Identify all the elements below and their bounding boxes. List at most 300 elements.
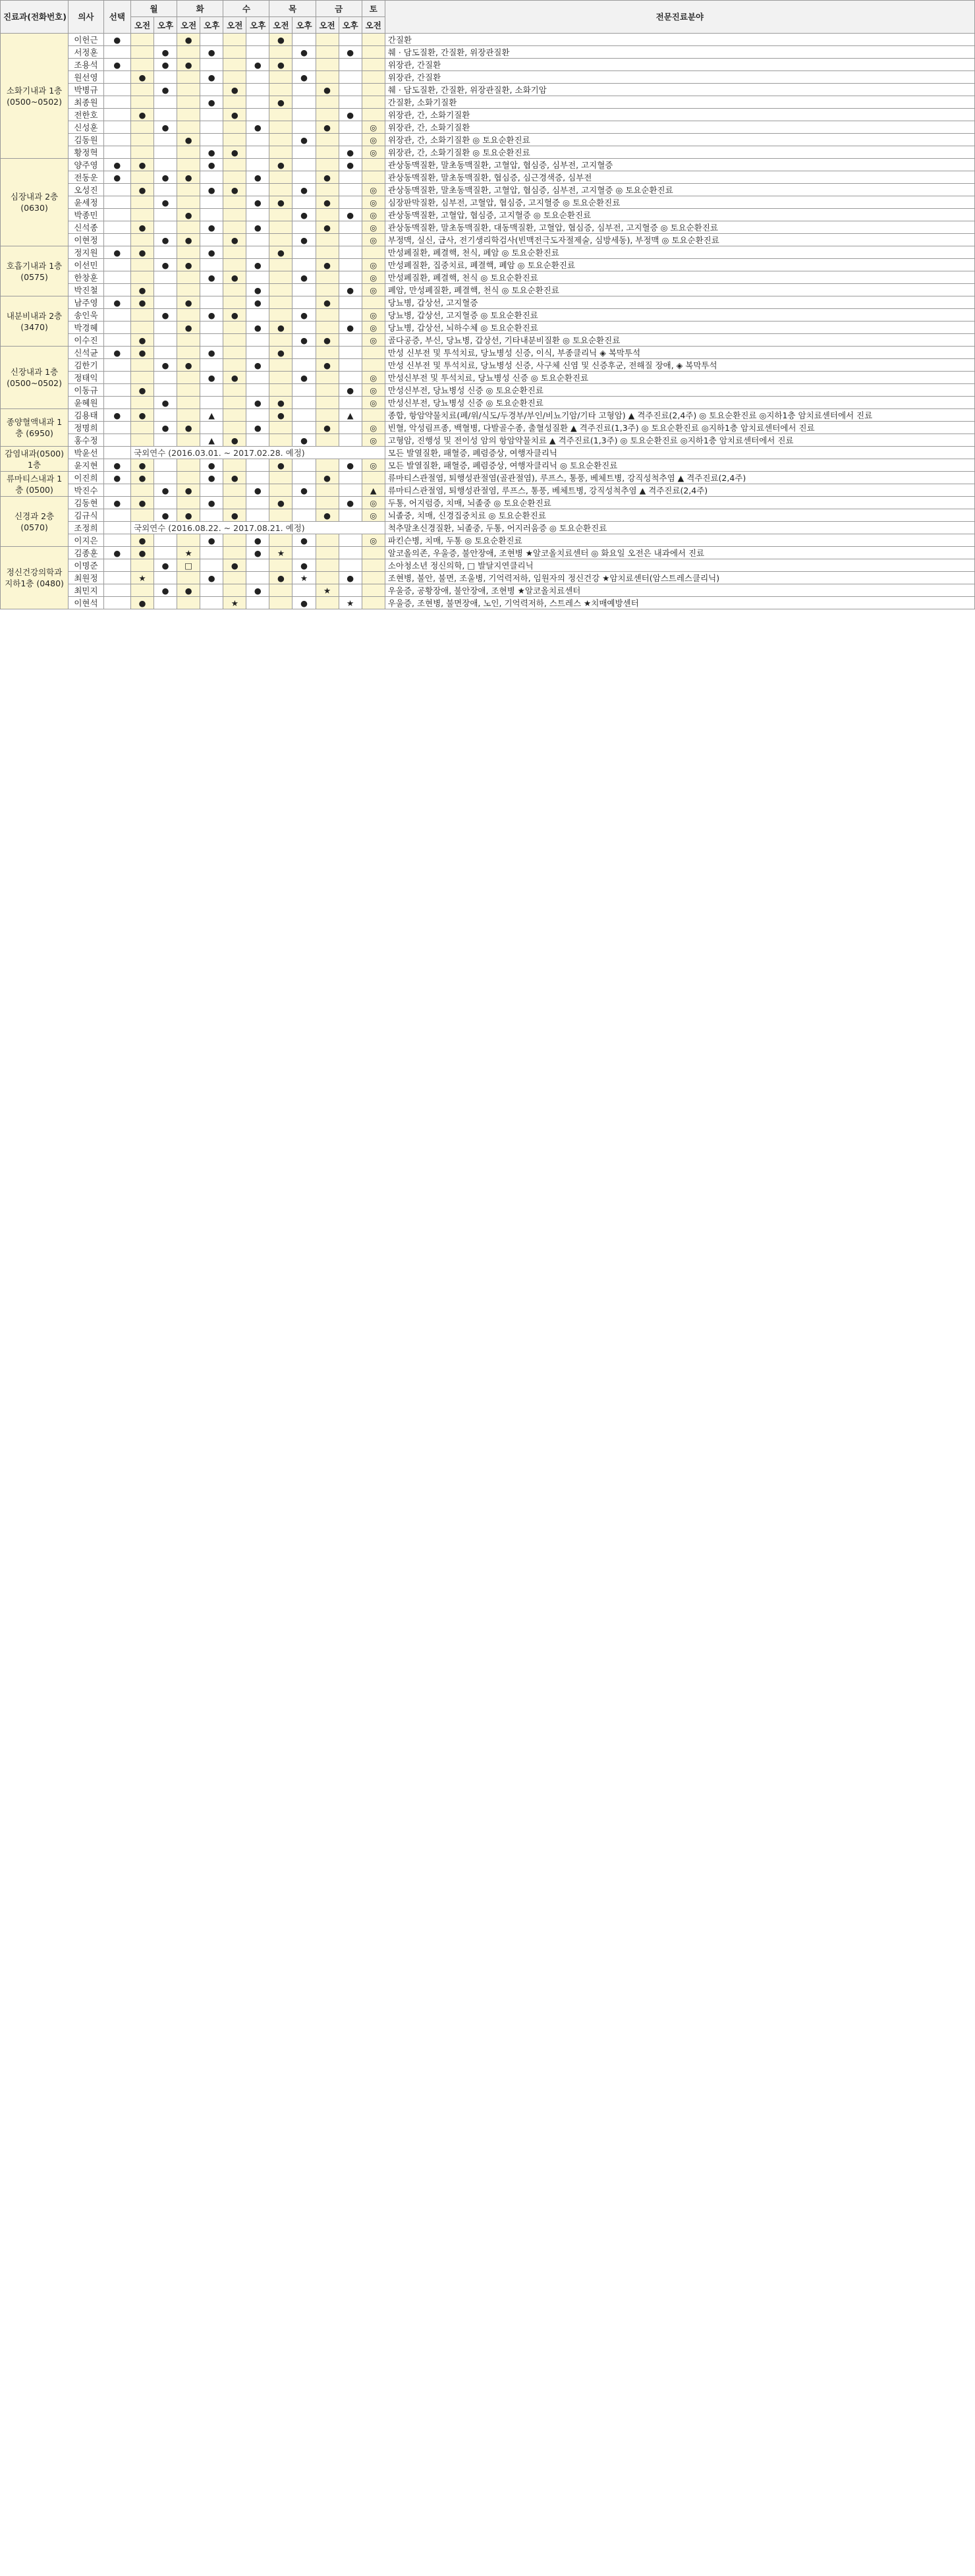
specialty-text: 골다공증, 부신, 당뇨병, 갑상선, 기타내분비질환 ◎ 토요순환진료 [385, 334, 974, 347]
schedule-slot-am-thu [269, 184, 292, 196]
schedule-slot-am-mon [131, 309, 154, 322]
specialty-text: 만성신부전, 당뇨병성 신증 ◎ 토요순환진료 [385, 384, 974, 397]
table-row [1, 572, 975, 584]
schedule-slot-am-mon: ● [131, 409, 154, 422]
schedule-slot-pm-tue [200, 422, 223, 434]
schedule-slot-pm-tue: ▲ [200, 434, 223, 447]
doctor-name: 이선민 [69, 259, 104, 271]
schedule-slot-am-tue: ● [177, 484, 200, 497]
schedule-slot-am-sat [362, 296, 385, 309]
header-day-thu: 목 [269, 1, 316, 17]
select-mark [103, 597, 130, 609]
schedule-slot-am-sat [362, 71, 385, 84]
schedule-slot-pm-fri [339, 484, 362, 497]
schedule-slot-am-tue [177, 84, 200, 96]
schedule-slot-pm-mon [154, 534, 177, 547]
doctor-name: 서정훈 [69, 46, 104, 59]
table-row [1, 559, 975, 572]
schedule-slot-am-tue: ● [177, 59, 200, 71]
schedule-slot-am-thu [269, 309, 292, 322]
specialty-text: 관상동맥질환, 말초동맥질환, 고혈압, 협심증, 심부전, 고지혈증 [385, 159, 974, 171]
table-row [1, 472, 975, 484]
header-pm: 오후 [200, 17, 223, 34]
schedule-slot-am-thu: ★ [269, 547, 292, 559]
select-mark: ● [103, 547, 130, 559]
schedule-slot-am-sat: ◎ [362, 534, 385, 547]
select-mark [103, 534, 130, 547]
schedule-slot-pm-thu [292, 409, 316, 422]
schedule-slot-am-wed: ● [223, 434, 246, 447]
dept-cell: 신장내과 1층 (0500~0502) [1, 347, 69, 409]
schedule-slot-am-wed [223, 422, 246, 434]
schedule-slot-pm-thu: ● [292, 209, 316, 221]
specialty-text: 종합, 항암약물치료(폐/위/식도/두경부/부인/비뇨기암/기타 고형암) ▲ 격주진료(2,4주) ◎ 토요순환진료 ◎지하1층 암치료센터에서 진료 [385, 409, 974, 422]
table-row [1, 459, 975, 472]
schedule-slot-am-fri [316, 497, 339, 509]
schedule-slot-pm-fri [339, 246, 362, 259]
schedule-slot-pm-wed: ● [246, 59, 269, 71]
schedule-slot-am-mon [131, 96, 154, 109]
schedule-slot-pm-tue [200, 597, 223, 609]
doctor-name: 이수진 [69, 334, 104, 347]
schedule-slot-am-thu: ● [269, 59, 292, 71]
schedule-slot-am-wed: ★ [223, 597, 246, 609]
schedule-slot-pm-mon [154, 159, 177, 171]
schedule-slot-am-thu [269, 472, 292, 484]
specialty-text: 척추말초신경질환, 뇌졸중, 두통, 어지러움증 ◎ 토요순환진료 [385, 522, 974, 534]
schedule-slot-pm-mon: ● [154, 397, 177, 409]
doctor-name: 김용태 [69, 409, 104, 422]
schedule-slot-am-tue [177, 159, 200, 171]
schedule-slot-pm-wed [246, 46, 269, 59]
schedule-slot-pm-mon [154, 146, 177, 159]
schedule-slot-am-mon [131, 509, 154, 522]
schedule-slot-pm-mon [154, 572, 177, 584]
schedule-slot-am-mon [131, 209, 154, 221]
select-mark: ● [103, 347, 130, 359]
schedule-slot-am-wed: ● [223, 184, 246, 196]
schedule-slot-am-mon: ● [131, 184, 154, 196]
schedule-slot-pm-mon: ● [154, 584, 177, 597]
schedule-slot-am-fri [316, 572, 339, 584]
schedule-slot-am-fri [316, 372, 339, 384]
select-mark [103, 96, 130, 109]
select-mark: ● [103, 459, 130, 472]
table-row [1, 71, 975, 84]
doctor-name: 이동규 [69, 384, 104, 397]
schedule-slot-am-sat: ◎ [362, 434, 385, 447]
schedule-slot-am-mon: ● [131, 597, 154, 609]
schedule-slot-am-mon [131, 434, 154, 447]
schedule-slot-pm-wed [246, 184, 269, 196]
schedule-slot-am-thu [269, 234, 292, 246]
schedule-slot-am-fri [316, 322, 339, 334]
schedule-slot-pm-tue: ● [200, 271, 223, 284]
schedule-slot-am-tue: ● [177, 584, 200, 597]
schedule-slot-am-fri: ● [316, 221, 339, 234]
schedule-slot-pm-tue: ● [200, 146, 223, 159]
schedule-slot-am-wed [223, 34, 246, 46]
select-mark [103, 309, 130, 322]
schedule-slot-am-tue [177, 397, 200, 409]
select-mark [103, 509, 130, 522]
schedule-slot-pm-wed [246, 134, 269, 146]
schedule-slot-pm-mon [154, 34, 177, 46]
table-row [1, 447, 975, 459]
schedule-slot-pm-thu [292, 246, 316, 259]
doctor-name: 전한호 [69, 109, 104, 121]
table-row [1, 522, 975, 534]
schedule-slot-am-wed [223, 409, 246, 422]
doctor-name: 이명준 [69, 559, 104, 572]
schedule-slot-pm-thu [292, 109, 316, 121]
schedule-slot-am-mon: ● [131, 284, 154, 296]
dept-cell: 호흡기내과 1층 (0575) [1, 246, 69, 296]
header-am: 오전 [177, 17, 200, 34]
schedule-slot-am-tue [177, 372, 200, 384]
schedule-slot-am-fri [316, 109, 339, 121]
schedule-slot-pm-wed: ● [246, 221, 269, 234]
schedule-slot-pm-thu [292, 347, 316, 359]
schedule-slot-am-thu [269, 134, 292, 146]
schedule-slot-pm-mon [154, 296, 177, 309]
schedule-slot-am-thu: ● [269, 497, 292, 509]
schedule-slot-am-thu [269, 46, 292, 59]
schedule-slot-pm-wed [246, 559, 269, 572]
schedule-slot-am-mon [131, 121, 154, 134]
schedule-slot-am-wed: ● [223, 234, 246, 246]
specialty-text: 위장관, 간, 소화기질환 [385, 109, 974, 121]
schedule-slot-pm-fri [339, 559, 362, 572]
schedule-slot-am-thu: ● [269, 196, 292, 209]
schedule-slot-pm-fri [339, 59, 362, 71]
specialty-text: 간질환 [385, 34, 974, 46]
doctor-name: 정지원 [69, 246, 104, 259]
select-mark [103, 522, 130, 534]
header-am: 오전 [362, 17, 385, 34]
schedule-slot-am-thu [269, 434, 292, 447]
specialty-text: 만성 신부전 및 투석치료, 당뇨병성 신증, 이식, 부종클리닉 ◈ 복막투석 [385, 347, 974, 359]
schedule-slot-pm-thu [292, 459, 316, 472]
schedule-slot-am-fri: ● [316, 121, 339, 134]
specialty-text: 당뇨병, 갑상선, 고지혈증 [385, 296, 974, 309]
schedule-slot-am-thu [269, 484, 292, 497]
table-row [1, 334, 975, 347]
select-mark [103, 422, 130, 434]
schedule-slot-am-sat: ◎ [362, 259, 385, 271]
select-mark [103, 484, 130, 497]
schedule-slot-pm-fri [339, 509, 362, 522]
schedule-slot-pm-thu [292, 497, 316, 509]
schedule-slot-pm-fri [339, 434, 362, 447]
schedule-slot-am-wed [223, 121, 246, 134]
table-row [1, 547, 975, 559]
schedule-slot-am-tue: ● [177, 34, 200, 46]
schedule-slot-pm-mon [154, 271, 177, 284]
schedule-slot-am-tue [177, 221, 200, 234]
schedule-slot-am-sat [362, 59, 385, 71]
select-mark [103, 447, 130, 459]
schedule-slot-am-thu [269, 334, 292, 347]
schedule-slot-am-sat: ◎ [362, 121, 385, 134]
schedule-slot-am-wed [223, 296, 246, 309]
schedule-slot-am-wed: ● [223, 472, 246, 484]
schedule-slot-am-thu [269, 359, 292, 372]
schedule-slot-am-tue [177, 71, 200, 84]
schedule-slot-pm-mon [154, 472, 177, 484]
schedule-slot-pm-fri: ● [339, 146, 362, 159]
schedule-slot-pm-wed [246, 384, 269, 397]
schedule-slot-am-wed [223, 59, 246, 71]
schedule-slot-pm-wed [246, 159, 269, 171]
schedule-slot-am-thu [269, 384, 292, 397]
schedule-slot-pm-tue [200, 59, 223, 71]
header-pm: 오후 [246, 17, 269, 34]
schedule-slot-am-wed [223, 209, 246, 221]
schedule-slot-pm-thu: ● [292, 534, 316, 547]
header-am: 오전 [131, 17, 154, 34]
schedule-slot-am-mon: ● [131, 347, 154, 359]
specialty-text: 뇌졸중, 치매, 신경집중치료 ◎ 토요순환진료 [385, 509, 974, 522]
schedule-slot-am-mon [131, 59, 154, 71]
schedule-slot-pm-thu [292, 422, 316, 434]
schedule-slot-pm-fri [339, 296, 362, 309]
schedule-slot-pm-wed [246, 409, 269, 422]
schedule-slot-am-wed: ● [223, 109, 246, 121]
schedule-slot-am-mon: ● [131, 296, 154, 309]
schedule-slot-pm-mon [154, 547, 177, 559]
schedule-slot-am-mon [131, 359, 154, 372]
schedule-slot-pm-fri: ● [339, 209, 362, 221]
schedule-slot-am-tue [177, 246, 200, 259]
schedule-slot-am-thu: ● [269, 34, 292, 46]
schedule-slot-pm-fri: ● [339, 384, 362, 397]
schedule-slot-am-sat [362, 597, 385, 609]
select-mark [103, 209, 130, 221]
schedule-slot-pm-fri [339, 71, 362, 84]
doctor-name: 전동운 [69, 171, 104, 184]
doctor-name: 김종훈 [69, 547, 104, 559]
specialty-text: 위장관, 간, 소화기질환 ◎ 토요순환진료 [385, 146, 974, 159]
schedule-slot-am-sat: ◎ [362, 322, 385, 334]
specialty-text: 당뇨병, 갑상선, 뇌하수체 ◎ 토요순환진료 [385, 322, 974, 334]
schedule-slot-pm-mon: ● [154, 59, 177, 71]
schedule-slot-am-wed [223, 221, 246, 234]
doctor-name: 박병규 [69, 84, 104, 96]
schedule-slot-am-fri [316, 397, 339, 409]
specialty-text: 파킨슨병, 치매, 두통 ◎ 토요순환진료 [385, 534, 974, 547]
schedule-slot-am-thu [269, 534, 292, 547]
schedule-slot-am-mon [131, 196, 154, 209]
schedule-slot-pm-fri [339, 221, 362, 234]
doctor-name: 정태익 [69, 372, 104, 384]
schedule-slot-pm-mon: ● [154, 171, 177, 184]
schedule-slot-pm-mon [154, 409, 177, 422]
schedule-slot-pm-thu [292, 509, 316, 522]
schedule-slot-pm-tue: ● [200, 347, 223, 359]
schedule-slot-am-tue [177, 196, 200, 209]
schedule-slot-am-sat: ◎ [362, 134, 385, 146]
schedule-slot-am-tue [177, 434, 200, 447]
schedule-slot-pm-mon [154, 184, 177, 196]
schedule-slot-am-sat: ◎ [362, 146, 385, 159]
schedule-slot-pm-tue [200, 334, 223, 347]
specialty-text: 폐암, 만성폐질환, 폐결핵, 천식 ◎ 토요순환진료 [385, 284, 974, 296]
table-row [1, 322, 975, 334]
schedule-slot-am-tue [177, 384, 200, 397]
dept-cell: 내분비내과 2층 (3470) [1, 296, 69, 347]
specialty-text: 만성신부전 및 투석치료, 당뇨병성 신증 ◎ 토요순환진료 [385, 372, 974, 384]
doctor-name: 이진희 [69, 472, 104, 484]
schedule-slot-am-thu [269, 559, 292, 572]
schedule-slot-pm-mon [154, 597, 177, 609]
schedule-slot-pm-thu: ● [292, 271, 316, 284]
schedule-slot-pm-fri [339, 422, 362, 434]
table-row [1, 359, 975, 372]
schedule-slot-am-thu [269, 597, 292, 609]
schedule-slot-am-tue: ● [177, 359, 200, 372]
schedule-slot-am-wed [223, 347, 246, 359]
schedule-slot-am-fri [316, 434, 339, 447]
schedule-slot-am-sat [362, 584, 385, 597]
schedule-slot-am-tue: ★ [177, 547, 200, 559]
table-row [1, 34, 975, 46]
schedule-slot-pm-thu: ● [292, 234, 316, 246]
table-row [1, 484, 975, 497]
schedule-slot-pm-tue [200, 296, 223, 309]
doctor-name: 신석균 [69, 347, 104, 359]
doctor-schedule-table [0, 0, 975, 609]
select-mark [103, 84, 130, 96]
schedule-slot-am-wed [223, 384, 246, 397]
schedule-slot-pm-thu: ● [292, 309, 316, 322]
table-row [1, 59, 975, 71]
schedule-slot-pm-tue [200, 559, 223, 572]
header-day-wed: 수 [223, 1, 269, 17]
schedule-slot-pm-tue [200, 84, 223, 96]
schedule-slot-am-sat: ◎ [362, 459, 385, 472]
doctor-name: 신성훈 [69, 121, 104, 134]
doctor-name: 최종원 [69, 96, 104, 109]
schedule-slot-am-sat [362, 246, 385, 259]
schedule-slot-pm-wed [246, 209, 269, 221]
schedule-slot-pm-mon: ● [154, 484, 177, 497]
schedule-slot-pm-tue [200, 509, 223, 522]
schedule-slot-am-wed [223, 584, 246, 597]
select-mark [103, 334, 130, 347]
schedule-slot-pm-fri: ● [339, 497, 362, 509]
doctor-name: 조정희 [69, 522, 104, 534]
specialty-text: 우울증, 조현병, 불면장애, 노인, 기억력저하, 스트레스 ★치매예방센터 [385, 597, 974, 609]
schedule-slot-pm-wed [246, 497, 269, 509]
table-row [1, 347, 975, 359]
table-row [1, 434, 975, 447]
schedule-slot-pm-thu [292, 384, 316, 397]
schedule-slot-pm-fri [339, 34, 362, 46]
schedule-slot-pm-fri [339, 584, 362, 597]
schedule-slot-pm-tue [200, 547, 223, 559]
doctor-name: 이현정 [69, 234, 104, 246]
schedule-slot-pm-wed [246, 597, 269, 609]
schedule-slot-am-fri [316, 96, 339, 109]
dept-cell: 소화기내과 1층 (0500~0502) [1, 34, 69, 159]
specialty-text: 췌 · 담도질환, 간질환, 위장관질환 [385, 46, 974, 59]
schedule-slot-am-thu [269, 259, 292, 271]
schedule-slot-am-sat: ◎ [362, 221, 385, 234]
schedule-slot-pm-wed [246, 347, 269, 359]
schedule-slot-pm-fri [339, 171, 362, 184]
schedule-slot-am-tue: ● [177, 296, 200, 309]
schedule-slot-pm-thu: ● [292, 372, 316, 384]
schedule-slot-am-thu: ● [269, 322, 292, 334]
schedule-slot-pm-tue [200, 134, 223, 146]
schedule-slot-pm-mon: ● [154, 259, 177, 271]
schedule-slot-am-thu: ● [269, 572, 292, 584]
schedule-slot-am-tue [177, 96, 200, 109]
schedule-slot-pm-wed: ● [246, 296, 269, 309]
select-mark [103, 134, 130, 146]
schedule-slot-pm-fri [339, 134, 362, 146]
schedule-slot-am-fri [316, 459, 339, 472]
header-pm: 오후 [154, 17, 177, 34]
schedule-slot-pm-tue: ● [200, 159, 223, 171]
schedule-slot-am-tue: □ [177, 559, 200, 572]
schedule-slot-am-tue: ● [177, 259, 200, 271]
doctor-name: 한창훈 [69, 271, 104, 284]
table-row [1, 509, 975, 522]
schedule-slot-am-fri [316, 384, 339, 397]
schedule-slot-am-thu [269, 146, 292, 159]
schedule-slot-pm-tue [200, 484, 223, 497]
schedule-slot-am-wed: ● [223, 271, 246, 284]
table-row [1, 184, 975, 196]
schedule-slot-am-fri: ● [316, 259, 339, 271]
schedule-slot-am-mon: ● [131, 71, 154, 84]
schedule-slot-am-sat [362, 472, 385, 484]
schedule-slot-pm-tue [200, 359, 223, 372]
schedule-slot-pm-wed [246, 472, 269, 484]
schedule-slot-am-thu [269, 271, 292, 284]
select-mark [103, 221, 130, 234]
specialty-text: 알코올의존, 우울증, 불안장애, 조현병 ★알코올치료센터 ◎ 화요일 오전은 내과에서 진료 [385, 547, 974, 559]
schedule-slot-am-wed [223, 359, 246, 372]
schedule-slot-am-thu [269, 509, 292, 522]
schedule-slot-pm-fri [339, 547, 362, 559]
schedule-slot-pm-thu: ● [292, 334, 316, 347]
specialty-text: 만성폐질환, 집중치료, 폐결핵, 폐암 ◎ 토요순환진료 [385, 259, 974, 271]
specialty-text: 심장판막질환, 심부전, 고혈압, 협심증, 고지혈증 ◎ 토요순환진료 [385, 196, 974, 209]
schedule-slot-am-fri [316, 71, 339, 84]
specialty-text: 위장관, 간, 소화기질환 ◎ 토요순환진료 [385, 134, 974, 146]
table-row [1, 497, 975, 509]
schedule-slot-pm-mon [154, 497, 177, 509]
schedule-slot-am-sat: ◎ [362, 509, 385, 522]
schedule-slot-pm-mon: ● [154, 84, 177, 96]
schedule-slot-pm-tue [200, 171, 223, 184]
schedule-slot-am-sat: ◎ [362, 271, 385, 284]
schedule-slot-pm-mon [154, 96, 177, 109]
doctor-name: 박경혜 [69, 322, 104, 334]
schedule-slot-pm-wed [246, 434, 269, 447]
schedule-slot-am-fri [316, 484, 339, 497]
select-mark [103, 196, 130, 209]
schedule-slot-pm-wed [246, 271, 269, 284]
specialty-text: 관상동맥질환, 말초동맥질환, 대동맥질환, 고혈압, 협심증, 심부전, 고지혈증 ◎ 토요순환진료 [385, 221, 974, 234]
select-mark [103, 184, 130, 196]
select-mark: ● [103, 409, 130, 422]
doctor-name: 남주영 [69, 296, 104, 309]
table-row [1, 134, 975, 146]
